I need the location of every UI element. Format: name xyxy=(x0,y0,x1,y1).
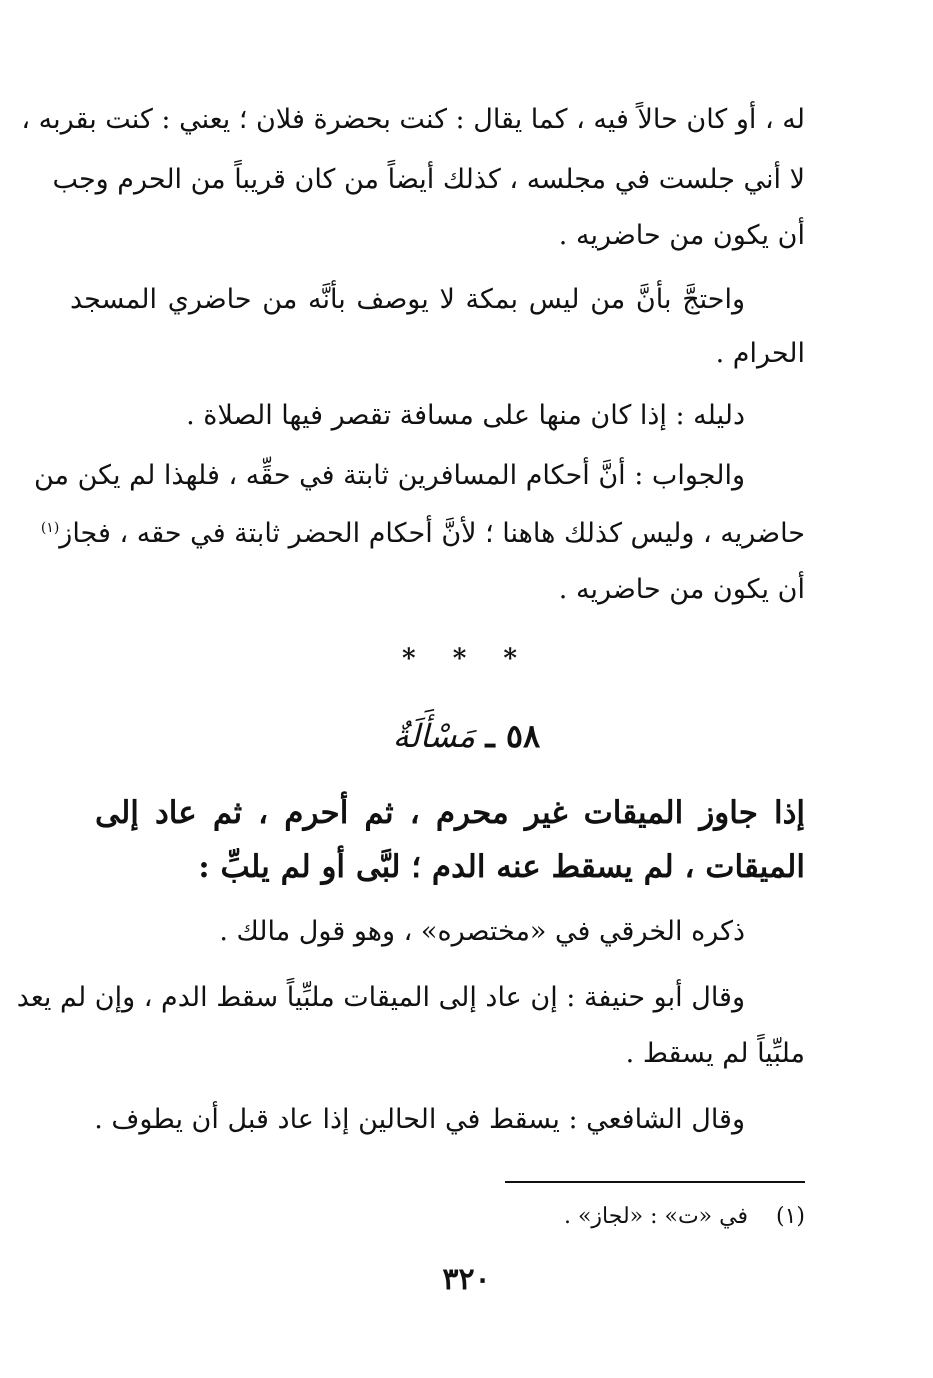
paragraph-6-line-2: ملبِّياً لم يسقط . xyxy=(625,1038,805,1069)
footnote-marker: (١) xyxy=(40,520,60,536)
paragraph-4-line-2-text: حاضريه ، وليس كذلك هاهنا ؛ لأنَّ أحكام الحضر ثابتة في حقه ، فجاز xyxy=(59,518,805,549)
paragraph-4-line-2 xyxy=(40,514,805,554)
paragraph-2-line-1: واحتجَّ بأنَّ من ليس بمكة لا يوصف بأنَّه من حاضري المسجد xyxy=(70,284,745,315)
question-line-1: إذا جاوز الميقات غير محرم ، ثم أحرم ، ثم عاد إلى xyxy=(95,795,805,831)
section-separator: * * * xyxy=(402,644,531,674)
section-heading xyxy=(0,714,933,758)
paragraph-1-line-1: له ، أو كان حالاً فيه ، كما يقال : كنت بحضرة فلان ؛ يعني : كنت بقربه ، xyxy=(21,104,805,135)
paragraph-4-line-3: أن يكون من حاضريه . xyxy=(558,574,805,605)
section-title: مَسْأَلَةٌ xyxy=(392,717,476,755)
footnote xyxy=(564,1200,805,1234)
paragraph-5: ذكره الخرقي في «مختصره» ، وهو قول مالك . xyxy=(219,916,745,947)
footnote-number: (١) xyxy=(775,1204,805,1229)
paragraph-6-line-1: وقال أبو حنيفة : إن عاد إلى الميقات ملبِّياً سقط الدم ، وإن لم يعد xyxy=(16,982,745,1013)
paragraph-7: وقال الشافعي : يسقط في الحالين إذا عاد قبل أن يطوف . xyxy=(94,1104,745,1135)
footnote-divider xyxy=(505,1181,805,1183)
section-number: ٥٨ ـ xyxy=(485,717,541,755)
page-number: ٣٢٠ xyxy=(442,1262,491,1297)
paragraph-1-line-2: لا أني جلست في مجلسه ، كذلك أيضاً من كان قريباً من الحرم وجب xyxy=(52,164,805,195)
footnote-text: في «ت» : «لجاز» . xyxy=(563,1204,748,1229)
question-line-2: الميقات ، لم يسقط عنه الدم ؛ لبَّى أو لم يلبِّ : xyxy=(198,849,805,885)
paragraph-1-line-3: أن يكون من حاضريه . xyxy=(558,220,805,251)
paragraph-2-line-2: الحرام . xyxy=(715,338,805,369)
paragraph-4-line-1: والجواب : أنَّ أحكام المسافرين ثابتة في حقِّه ، فلهذا لم يكن من xyxy=(33,460,745,491)
paragraph-3: دليله : إذا كان منها على مسافة تقصر فيها الصلاة . xyxy=(186,400,745,431)
